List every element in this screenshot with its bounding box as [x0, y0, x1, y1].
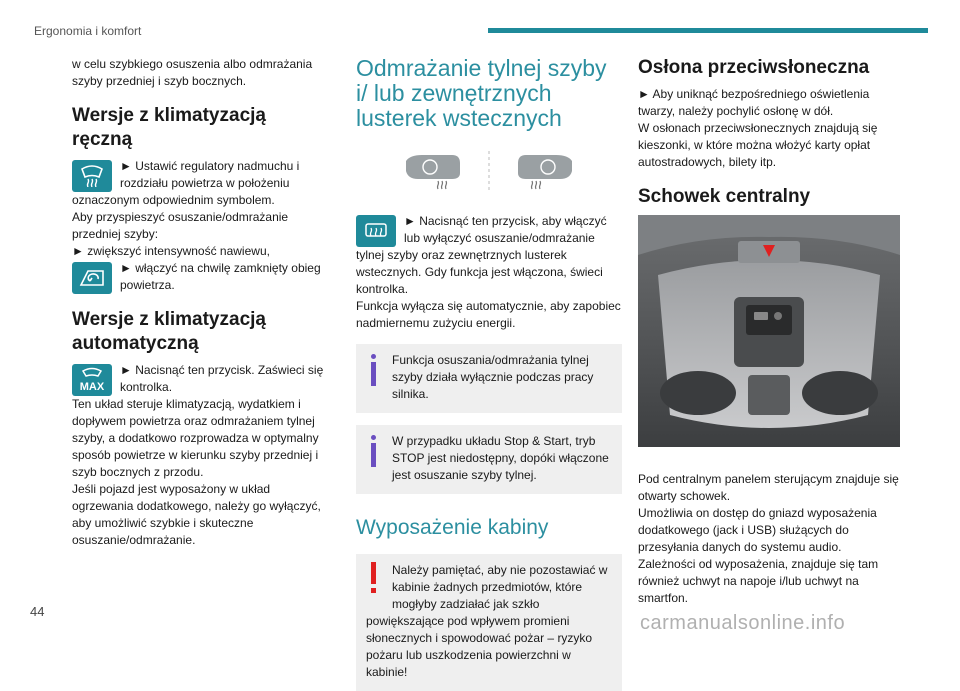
sun-visor-heading: Osłona przeciwsłoneczna [638, 57, 870, 78]
sun-visor-text-1: ► Aby uniknąć bezpośredniego oświetlenia twarzy, należy pochylić osłonę w dół. [638, 87, 870, 118]
info-note-2 [356, 425, 622, 494]
info-icon [366, 433, 382, 469]
front-defrost-icon [72, 160, 112, 192]
auto-step-1: ► Nacisnąć ten przycisk. Zaświeci się kontrolka. [120, 363, 324, 394]
sun-visor-text-2: W osłonach przeciwsłonecznych znajdują się kieszonki, w które można włożyć karty opłat autostradowych, bilety itp. [638, 121, 878, 169]
header-accent-bar [488, 28, 928, 33]
rear-defrost-heading: Odmrażanie tylnej szyby i/ lub zewnętrznych lusterek wstecznych [356, 55, 607, 131]
manual-step-1: ► Ustawić regulatory nadmuchu i rozdziału powietrza w położeniu oznaczonym odpowiednim symbolem. [72, 159, 300, 207]
central-storage-photo [638, 215, 900, 447]
cabin-equipment-heading: Wyposażenie kabiny [356, 516, 549, 539]
max-label: MAX [79, 381, 105, 393]
column-right [638, 56, 902, 607]
air-recirculation-icon [72, 262, 112, 294]
manual-step-3: ► włączyć na chwilę zamknięty obieg powietrza. [120, 261, 321, 292]
auto-ac-heading: Wersje z klimatyzacją automatyczną [72, 309, 266, 354]
info-note-2-text: W przypadku układu Stop & Start, tryb STOP jest niedostępny, dopóki włączone jest osuszanie szyby tylnej. [392, 434, 609, 482]
rear-defrost-icon [356, 215, 396, 247]
info-note-1-text: Funkcja osuszania/odmrażania tylnej szyby działa wyłącznie podczas pracy silnika. [392, 353, 594, 401]
storage-text-3: Zależności od wyposażenia, znajduje się tam również uchwyt na napoje i/lub uchwyt na smartfon. [638, 557, 879, 605]
intro-text: w celu szybkiego osuszenia albo odmrażania szyby przedniej i szyb bocznych. [72, 57, 313, 88]
storage-text-2: Umożliwia on dostęp do gniazd wyposażenia dodatkowego (jack i USB) służących do przesyłania danych do systemu audio. [638, 506, 877, 554]
info-note-1 [356, 344, 622, 413]
header-section-title: Ergonomia i komfort [34, 24, 142, 38]
column-left [72, 56, 324, 549]
rear-defrost-text-2: Funkcja wyłącza się automatycznie, aby zapobiec nadmiernemu zużyciu energii. [356, 299, 621, 330]
watermark: carmanualsonline.info [640, 612, 846, 634]
warning-note-text: Należy pamiętać, aby nie pozostawiać w kabinie żadnych przedmiotów, które mogłyby zadziałać jak szkło powiększające pod wpływem promieni słonecznych i spowodować pożar – ryzyko pożaru lub uszkodzenia powierzchni w kabinie! [366, 563, 608, 679]
page-number: 44 [30, 604, 45, 619]
warning-icon [366, 562, 382, 598]
auto-text-3: Jeśli pojazd jest wyposażony w układ ogrzewania dodatkowego, należy go wyłączyć, aby umożliwić szybkie i skuteczne osuszanie/odmrażanie. [72, 482, 321, 547]
manual-ac-heading: Wersje z klimatyzacją ręczną [72, 105, 266, 150]
storage-text-1: Pod centralnym panelem sterującym znajduje się otwarty schowek. [638, 472, 899, 503]
manual-text-2: Aby przyspieszyć osuszanie/odmrażanie przedniej szyby: [72, 210, 289, 241]
column-middle [356, 56, 622, 691]
warning-note [356, 554, 622, 691]
max-defrost-icon [72, 364, 112, 396]
central-storage-heading: Schowek centralny [638, 186, 811, 207]
info-icon [366, 352, 382, 388]
auto-text-2: Ten układ steruje klimatyzacją, wydatkiem i dopływem powietrza oraz odmrażaniem tylnej szyby, a dodatkowo rozprowadza w optymalny sposób powietrze w kierunku szyby przedniej i szyb bocznych z przodu. [72, 397, 319, 479]
heated-mirrors-illustration [356, 151, 622, 195]
manual-step-2: ► zwiększyć intensywność nawiewu, [72, 244, 270, 258]
rear-defrost-step-1: ► Nacisnąć ten przycisk, aby włączyć lub wyłączyć osuszanie/odmrażanie tylnej szyby oraz zewnętrznych lusterek wstecznych. Gdy funkcja jest włączona, świeci kontrolka. [356, 214, 607, 296]
